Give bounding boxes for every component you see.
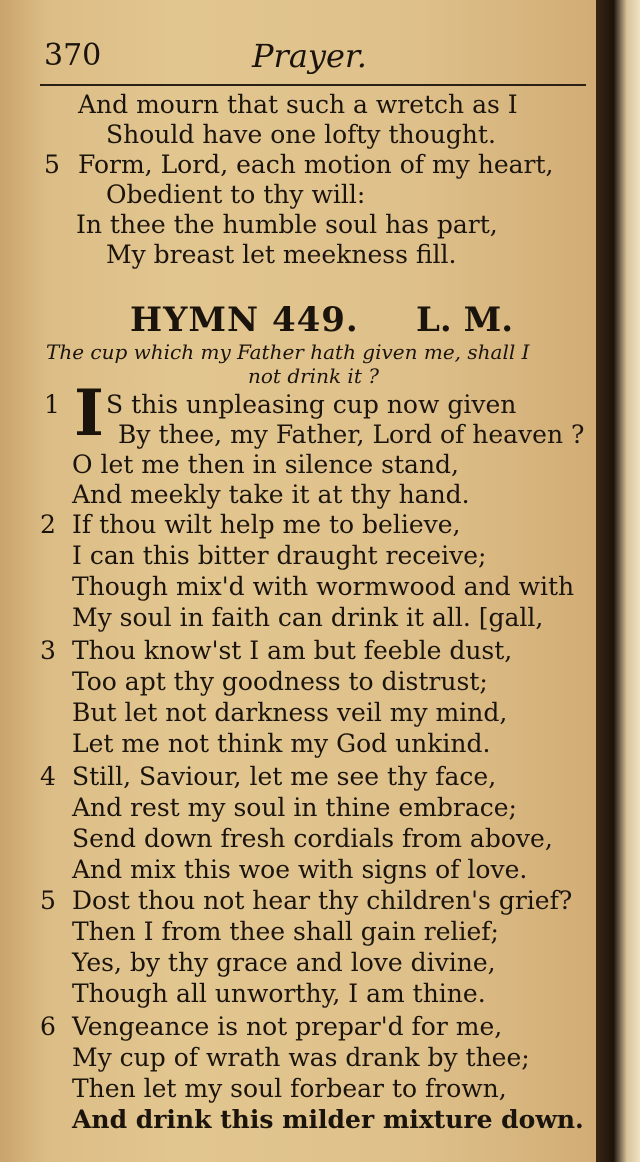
page-edge bbox=[596, 0, 640, 1162]
verse-line: And mourn that such a wretch as I bbox=[78, 90, 518, 119]
verse-line: Then let my soul forbear to frown, bbox=[72, 1074, 507, 1103]
verse-line: Then I from thee shall gain relief; bbox=[72, 917, 499, 946]
verse-line: Let me not think my God unkind. bbox=[72, 729, 491, 758]
verse-line: Still, Saviour, let me see thy face, bbox=[72, 762, 497, 791]
verse-line: And rest my soul in thine embrace; bbox=[72, 793, 517, 822]
verse-line: My soul in faith can drink it all. [gall, bbox=[72, 603, 544, 632]
verse-line: Too apt thy goodness to distrust; bbox=[72, 667, 488, 696]
verse-line: Send down fresh cordials from above, bbox=[72, 824, 553, 853]
stanza-number: 5 bbox=[40, 886, 56, 915]
verse-line: And drink this milder mixture down. bbox=[72, 1105, 584, 1134]
verse-line: Vengeance is not prepar'd for me, bbox=[72, 1012, 503, 1041]
verse-line: S this unpleasing cup now given bbox=[106, 390, 517, 419]
verse-line: I can this bitter draught receive; bbox=[72, 541, 487, 570]
verse-line: In thee the humble soul has part, bbox=[76, 210, 498, 239]
verse-line: Obedient to thy will: bbox=[106, 180, 366, 209]
verse-line: Thou know'st I am but feeble dust, bbox=[72, 636, 513, 665]
page-number: 370 bbox=[44, 38, 102, 73]
verse-line: Though all unworthy, I am thine. bbox=[72, 979, 486, 1008]
verse-line: Form, Lord, each motion of my heart, bbox=[78, 150, 554, 179]
verse-line: My cup of wrath was drank by thee; bbox=[72, 1043, 530, 1072]
verse-line: Yes, by thy grace and love divine, bbox=[72, 948, 496, 977]
stanza-number: 6 bbox=[40, 1012, 56, 1041]
drop-cap: I bbox=[74, 376, 104, 451]
running-title: Prayer. bbox=[252, 37, 367, 75]
verse-line: Though mix'd with wormwood and with bbox=[72, 572, 575, 601]
verse-line: By thee, my Father, Lord of heaven ? bbox=[118, 420, 585, 449]
header-rule bbox=[40, 84, 586, 86]
verse-line: And meekly take it at thy hand. bbox=[72, 480, 470, 509]
verse-line: O let me then in silence stand, bbox=[72, 450, 459, 479]
stanza-number: 3 bbox=[40, 636, 56, 665]
verse-line: My breast let meekness fill. bbox=[106, 240, 457, 269]
hymn-title: HYMN 449. bbox=[130, 300, 359, 340]
verse-line: Should have one lofty thought. bbox=[106, 120, 496, 149]
hymn-subtitle: The cup which my Father hath given me, shall I bbox=[46, 340, 530, 364]
stanza-number: 2 bbox=[40, 510, 56, 539]
stanza-number: 1 bbox=[44, 390, 60, 419]
hymn-meter: L. M. bbox=[416, 300, 514, 340]
stanza-number: 4 bbox=[40, 762, 56, 791]
stanza-number: 5 bbox=[44, 150, 60, 179]
verse-line: If thou wilt help me to believe, bbox=[72, 510, 461, 539]
hymn-subtitle: not drink it ? bbox=[248, 364, 379, 388]
verse-line: And mix this woe with signs of love. bbox=[72, 855, 528, 884]
verse-line: But let not darkness veil my mind, bbox=[72, 698, 508, 727]
verse-line: Dost thou not hear thy children's grief? bbox=[72, 886, 573, 915]
